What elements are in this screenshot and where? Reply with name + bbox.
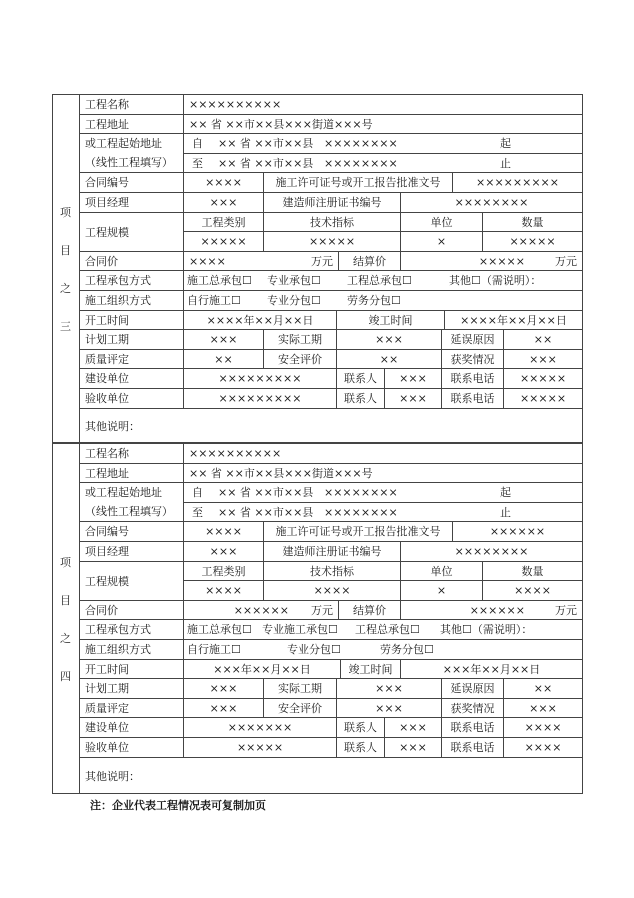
value-scale-qty: ××××	[482, 580, 582, 600]
label-project-address: 工程地址	[79, 114, 183, 133]
label-quality: 质量评定	[79, 349, 183, 368]
value-acceptor: ×××××	[183, 737, 336, 757]
label-awards: 获奖情况	[441, 698, 503, 717]
value-constructor-cert: ××××××××	[400, 541, 582, 561]
value-finish-time: ×××年××月××日	[400, 659, 582, 678]
value-scale-type: ×××××	[183, 231, 263, 251]
label-builder: 建设单位	[79, 368, 183, 388]
label-project-address: 工程地址	[79, 463, 183, 482]
label-builder-phone: 联系电话	[441, 368, 503, 388]
label-linear-address-line2: （线性工程填写）	[85, 156, 173, 169]
label-contract-price: 合同价	[79, 600, 183, 619]
label-acceptor-contact: 联系人	[336, 737, 384, 757]
label-acceptor: 验收单位	[79, 388, 183, 408]
label-scale-qty: 数量	[482, 212, 582, 231]
org-mode-option: 自行施工☐	[187, 294, 241, 307]
value-builder-contact: ×××	[384, 717, 441, 737]
value-awards: ×××	[503, 698, 582, 717]
org-mode-option: 劳务分包☐	[380, 643, 434, 656]
label-acceptor-phone: 联系电话	[441, 388, 503, 408]
label-linear-address-line1: 或工程起始地址	[85, 137, 162, 150]
value-contract-modes	[183, 619, 582, 639]
value-project-name: ××××××××××	[183, 443, 582, 463]
value-contract-no: ××××	[183, 521, 263, 541]
label-acceptor-contact: 联系人	[336, 388, 384, 408]
label-builder-contact: 联系人	[336, 368, 384, 388]
value-linear-to	[183, 502, 582, 521]
label-permit-no: 施工许可证号或开工报告批准文号	[263, 521, 452, 541]
linear-prefix: 自	[192, 137, 203, 150]
contract-price-unit: 万元	[311, 254, 333, 268]
contract-price-amount: ××××××	[233, 603, 289, 617]
value-scale-qty: ×××××	[482, 231, 582, 251]
label-contract-mode: 工程承包方式	[79, 619, 183, 639]
value-quality: ××	[183, 349, 263, 368]
contract-mode-option: 其他☐（需说明）：	[440, 623, 533, 636]
value-delay-reason: ××	[503, 678, 582, 698]
value-actual-period: ×××	[336, 329, 441, 349]
label-actual-period: 实际工期	[263, 678, 336, 698]
value-org-modes	[183, 639, 582, 659]
value-project-manager: ×××	[183, 541, 263, 561]
label-constructor-cert: 建造师注册证书编号	[263, 192, 400, 212]
value-builder-phone: ×××××	[503, 368, 582, 388]
label-builder: 建设单位	[79, 717, 183, 737]
label-finish-time: 竣工时间	[336, 310, 444, 329]
value-permit-no: ××××××	[452, 521, 582, 541]
value-actual-period: ×××	[336, 678, 441, 698]
label-delay-reason: 延误原因	[441, 678, 503, 698]
value-project-manager: ×××	[183, 192, 263, 212]
contract-mode-option: 专业承包☐	[267, 274, 321, 287]
label-acceptor: 验收单位	[79, 737, 183, 757]
label-delay-reason: 延误原因	[441, 329, 503, 349]
section-title-char: 目	[60, 593, 71, 607]
label-start-time: 开工时间	[79, 659, 183, 678]
value-awards: ×××	[503, 349, 582, 368]
section-title-char: 目	[60, 243, 71, 257]
section-title-char: 项	[60, 555, 71, 569]
label-linear-address	[79, 133, 183, 172]
label-finish-time: 竣工时间	[340, 659, 400, 678]
value-safety: ×××	[336, 698, 441, 717]
value-start-time: ×××年××月××日	[183, 659, 340, 678]
linear-prefix: 自	[192, 486, 203, 499]
label-linear-address-line2: （线性工程填写）	[85, 505, 173, 518]
value-contract-price	[183, 600, 338, 619]
linear-detail: ××××××××	[324, 137, 398, 150]
label-linear-address	[79, 482, 183, 521]
label-scale: 工程规模	[79, 561, 183, 600]
label-plan-period: 计划工期	[79, 329, 183, 349]
linear-detail: ××××××××	[324, 486, 398, 499]
linear-province: ×× 省 ××市××县	[218, 486, 314, 499]
contract-mode-option: 其他☐（需说明）：	[449, 274, 542, 287]
value-builder: ×××××××××	[183, 368, 336, 388]
label-contract-mode: 工程承包方式	[79, 270, 183, 290]
settlement-price-amount: ×××××	[478, 254, 525, 268]
label-project-name: 工程名称	[79, 94, 183, 114]
value-acceptor-phone: ×××××	[503, 388, 582, 408]
linear-province: ×× 省 ××市××县	[218, 505, 314, 519]
settlement-price-unit: 万元	[555, 603, 577, 617]
section-title-char: 之	[60, 281, 71, 295]
value-scale-index: ××××	[263, 580, 400, 600]
linear-detail: ××××××××	[324, 505, 398, 519]
value-contract-no: ××××	[183, 172, 263, 192]
linear-suffix: 起	[500, 486, 511, 499]
linear-prefix: 至	[192, 156, 203, 170]
value-linear-to	[183, 153, 582, 172]
value-settlement-price	[400, 251, 582, 270]
label-other-notes: 其他说明：	[79, 408, 582, 443]
value-start-time: ××××年××月××日	[183, 310, 336, 329]
value-project-name: ××××××××××	[183, 94, 582, 114]
linear-prefix: 至	[192, 505, 203, 519]
section-title-char: 三	[60, 319, 71, 333]
label-scale-unit: 单位	[400, 212, 482, 231]
label-builder-contact: 联系人	[336, 717, 384, 737]
label-scale-unit: 单位	[400, 561, 482, 580]
value-builder-phone: ××××	[503, 717, 582, 737]
label-safety: 安全评价	[263, 349, 336, 368]
value-finish-time: ××××年××月××日	[444, 310, 582, 329]
contract-mode-option: 施工总承包☐	[187, 623, 252, 636]
contract-mode-option: 工程总承包☐	[347, 274, 412, 287]
label-scale-qty: 数量	[482, 561, 582, 580]
value-acceptor-contact: ×××	[384, 737, 441, 757]
value-plan-period: ×××	[183, 329, 263, 349]
value-contract-modes	[183, 270, 582, 290]
label-acceptor-phone: 联系电话	[441, 737, 503, 757]
value-settlement-price	[400, 600, 582, 619]
label-project-manager: 项目经理	[79, 541, 183, 561]
settlement-price-amount: ××××××	[469, 603, 525, 617]
value-linear-from	[183, 133, 582, 153]
section-title-char: 项	[60, 205, 71, 219]
linear-detail: ××××××××	[324, 156, 398, 170]
label-scale: 工程规模	[79, 212, 183, 251]
label-project-manager: 项目经理	[79, 192, 183, 212]
org-mode-option: 专业分包☐	[267, 294, 321, 307]
section-title	[52, 443, 79, 794]
value-acceptor-contact: ×××	[384, 388, 441, 408]
contract-price-unit: 万元	[311, 603, 333, 617]
value-scale-unit: ×	[400, 231, 482, 251]
label-scale-index: 技术指标	[263, 212, 400, 231]
contract-mode-option: 工程总承包☐	[355, 623, 420, 636]
label-start-time: 开工时间	[79, 310, 183, 329]
label-settlement-price: 结算价	[338, 600, 400, 619]
label-linear-address-line1: 或工程起始地址	[85, 486, 162, 499]
value-builder: ×××××××	[183, 717, 336, 737]
value-quality: ×××	[183, 698, 263, 717]
footer-note: 注：企业代表工程情况表可复制加页	[90, 799, 266, 812]
label-org-mode: 施工组织方式	[79, 639, 183, 659]
label-contract-no: 合同编号	[79, 172, 183, 192]
value-delay-reason: ××	[503, 329, 582, 349]
label-awards: 获奖情况	[441, 349, 503, 368]
value-permit-no: ×××××××××	[452, 172, 582, 192]
label-plan-period: 计划工期	[79, 678, 183, 698]
contract-mode-option: 专业施工承包☐	[262, 623, 338, 636]
label-scale-type: 工程类别	[183, 561, 263, 580]
linear-suffix: 止	[500, 156, 511, 170]
label-settlement-price: 结算价	[338, 251, 400, 270]
value-linear-from	[183, 482, 582, 502]
value-builder-contact: ×××	[384, 368, 441, 388]
value-scale-type: ××××	[183, 580, 263, 600]
label-project-name: 工程名称	[79, 443, 183, 463]
value-org-modes	[183, 290, 582, 310]
label-safety: 安全评价	[263, 698, 336, 717]
org-mode-option: 劳务分包☐	[347, 294, 401, 307]
org-mode-option: 自行施工☐	[187, 643, 241, 656]
label-contract-no: 合同编号	[79, 521, 183, 541]
value-acceptor-phone: ××××	[503, 737, 582, 757]
value-contract-price	[183, 251, 338, 270]
settlement-price-unit: 万元	[555, 254, 577, 268]
label-scale-type: 工程类别	[183, 212, 263, 231]
linear-suffix: 起	[500, 137, 511, 150]
value-safety: ××	[336, 349, 441, 368]
label-contract-price: 合同价	[79, 251, 183, 270]
section-title	[52, 94, 79, 443]
label-actual-period: 实际工期	[263, 329, 336, 349]
contract-price-amount: ××××	[189, 254, 226, 268]
value-constructor-cert: ××××××××	[400, 192, 582, 212]
label-org-mode: 施工组织方式	[79, 290, 183, 310]
label-permit-no: 施工许可证号或开工报告批准文号	[263, 172, 452, 192]
section-title-char: 之	[60, 631, 71, 645]
label-quality: 质量评定	[79, 698, 183, 717]
label-builder-phone: 联系电话	[441, 717, 503, 737]
linear-province: ×× 省 ××市××县	[218, 137, 314, 150]
value-scale-unit: ×	[400, 580, 482, 600]
section-title-char: 四	[60, 669, 71, 683]
value-acceptor: ×××××××××	[183, 388, 336, 408]
label-constructor-cert: 建造师注册证书编号	[263, 541, 400, 561]
org-mode-option: 专业分包☐	[287, 643, 341, 656]
value-scale-index: ×××××	[263, 231, 400, 251]
value-project-address: ×× 省 ××市××县×××街道×××号	[183, 114, 582, 133]
linear-suffix: 止	[500, 505, 511, 519]
value-plan-period: ×××	[183, 678, 263, 698]
label-scale-index: 技术指标	[263, 561, 400, 580]
linear-province: ×× 省 ××市××县	[218, 156, 314, 170]
contract-mode-option: 施工总承包☐	[187, 274, 252, 287]
label-other-notes: 其他说明：	[79, 757, 582, 794]
value-project-address: ×× 省 ××市××县×××街道×××号	[183, 463, 582, 482]
